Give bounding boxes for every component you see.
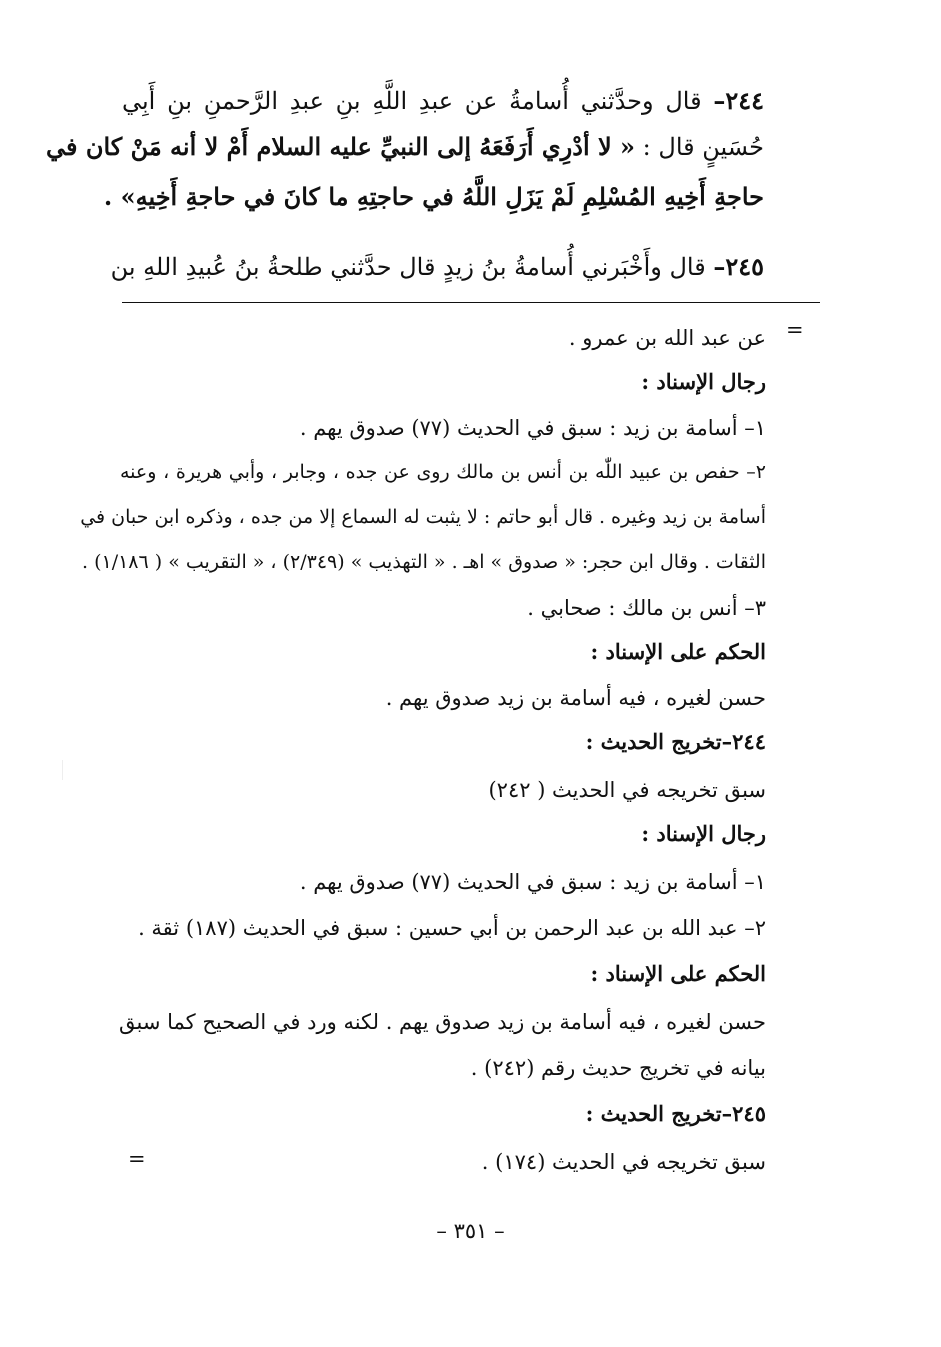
continuation-mark: = [786, 318, 804, 342]
hadith-number: ٢٤٥– [713, 252, 764, 281]
footnote-line: بيانه في تخريج حديث رقم (٢٤٢) . [470, 1056, 766, 1080]
hadith-244-line-3: حاجةِ أَخِيهِ المُسْلِمِ لَمْ يَزَلِ اللَّهُ في حاجتِهِ ما كانَ في حاجةِ أَخِيهِ» . [103, 182, 764, 211]
footnote-line: حسن لغيره ، فيه أسامة بن زيد صدوق يهم . لكنه ورد في الصحيح كما سبق [119, 1010, 766, 1034]
footnote-line: أسامة بن زيد وغيره . قال أبو حاتم : لا يثبت له السماع إلا من جده ، وذكره ابن حبان في [80, 506, 766, 528]
hadith-number: ٢٤٤– [713, 86, 764, 115]
hadith-text: حُسَينٍ قال : [642, 133, 764, 161]
footnote-line: ١– أسامة بن زيد : سبق في الحديث (٧٧) صدوق يهم . [299, 416, 766, 440]
section-heading: الحكم على الإسناد : [590, 961, 766, 986]
section-heading: ٢٤٥–تخريج الحديث : [585, 1101, 766, 1126]
hadith-245-line-1 [110, 244, 764, 290]
continuation-mark: = [128, 1147, 146, 1171]
footnote-separator [122, 302, 820, 303]
section-heading: رجال الإسناد : [641, 821, 766, 846]
footnote-line: ٢– عبد الله بن عبد الرحمن بن أبي حسين : سبق في الحديث (١٨٧) ثقة . [138, 916, 766, 940]
footnote-line: سبق تخريجه في الحديث (١٧٤) . [481, 1150, 766, 1174]
footnote-line: ٣– أنس بن مالك : صحابي . [527, 596, 766, 620]
hadith-text: قال وأَخْبَرني أُسامةُ بنُ زيدٍ قال حدَّثني طلحةُ بنُ عُبيدِ اللهِ بن [110, 253, 706, 281]
section-heading: رجال الإسناد : [641, 369, 766, 394]
footnote-line: ٢– حفص بن عبيد اللّٰه بن أنس بن مالك روى عن جده ، وجابر ، وأبي هريرة ، وعنه [120, 461, 766, 483]
hadith-244-line-1 [122, 78, 764, 124]
footnote-line: سبق تخريجه في الحديث ( ٢٤٢) [488, 778, 766, 802]
footnote-line: ١– أسامة بن زيد : سبق في الحديث (٧٧) صدوق يهم . [299, 870, 766, 894]
page-number: – ٣٥١ – [436, 1219, 505, 1243]
footnote-line: حسن لغيره ، فيه أسامة بن زيد صدوق يهم . [385, 686, 766, 710]
hadith-244-line-2 [46, 124, 764, 170]
hadith-matn: « لا أدْرِي أَرَفَعَهُ إلى النبيِّ عليه السلام أَمْ لا أنه مَنْ كان في [46, 132, 636, 161]
footnote-line: الثقات . وقال ابن حجر: « صدوق » اهـ . « التهذيب » (٢/٣٤٩) ، « التقريب » ( ١/١٨٦) . [82, 551, 766, 573]
scan-artifact [62, 760, 63, 780]
section-heading: الحكم على الإسناد : [590, 639, 766, 664]
footnote-line: عن عبد الله بن عمرو . [568, 326, 766, 350]
hadith-text: قال وحدَّثني أُسامةُ عن عبدِ اللَّهِ بنِ عبدِ الرَّحمنِ بنِ أَبِي [122, 87, 702, 115]
section-heading: ٢٤٤–تخريج الحديث : [585, 729, 766, 754]
